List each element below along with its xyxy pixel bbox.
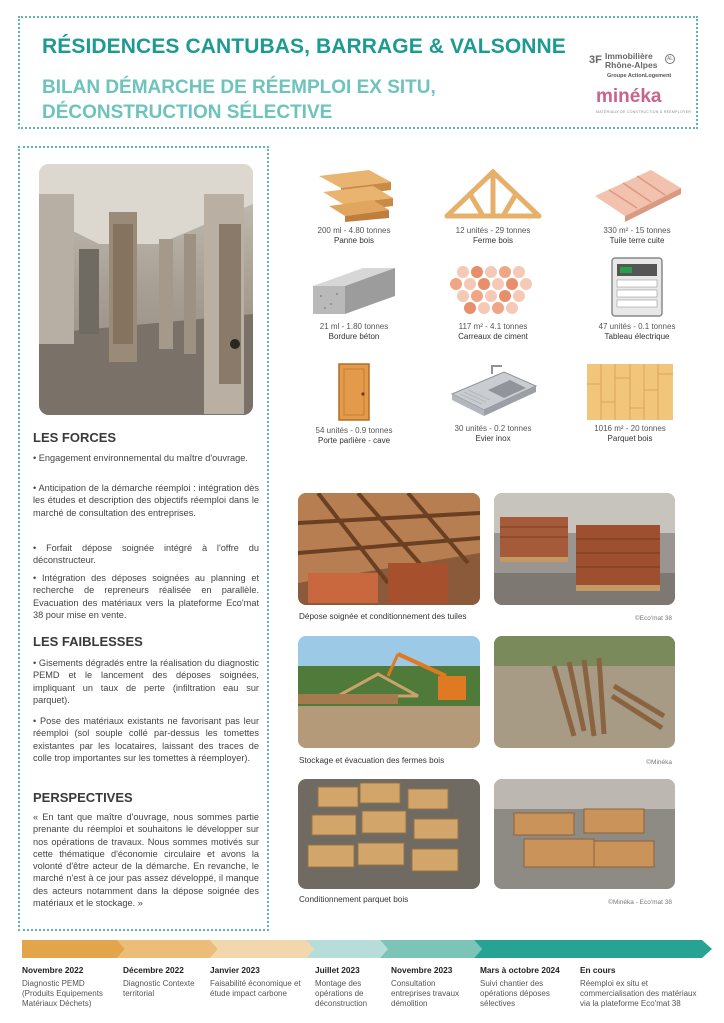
logo-3f-group: Groupe ActionLogement	[607, 73, 672, 79]
material-item	[433, 264, 553, 342]
material-name: Panne bois	[333, 236, 375, 245]
timeline-step	[22, 965, 114, 1009]
timeline-step	[391, 965, 473, 1009]
material-name: Bordure béton	[328, 332, 380, 341]
parquet-icon	[587, 364, 673, 420]
material-name: Carreaux de ciment	[458, 332, 528, 341]
material-item	[433, 362, 553, 444]
material-item	[433, 166, 553, 246]
forces-item: • Engagement environnemental du maître d'ouvrage.	[33, 453, 248, 463]
tile-pallets-photo	[494, 493, 675, 605]
material-quantity: 54 unités - 0.9 tonnes	[315, 426, 393, 435]
beams-icon	[309, 166, 399, 222]
material-item	[294, 362, 414, 446]
material-quantity: 21 ml - 1.80 tonnes	[319, 322, 389, 331]
timeline-text: Diagnostic Contexte territorial	[123, 979, 195, 998]
timeline-text: Suivi chantier des opérations déposes sélectives	[480, 979, 550, 1008]
material-name: Porte parlière - cave	[317, 436, 391, 445]
timeline-step	[315, 965, 383, 1009]
material-quantity: 1016 m² - 20 tonnes	[594, 424, 666, 433]
parquet-stacks-photo	[298, 779, 480, 889]
timeline-date: Novembre 2022	[22, 965, 84, 975]
stacked-trusses-photo	[494, 636, 675, 748]
material-quantity: 12 unités - 29 tonnes	[455, 226, 531, 235]
material-name: Tableau électrique	[604, 332, 670, 341]
timeline-date: Novembre 2023	[391, 965, 453, 975]
truss-icon	[443, 166, 543, 222]
material-item	[294, 166, 414, 246]
timeline-date: Mars à octobre 2024	[480, 965, 560, 975]
sink-icon	[448, 362, 538, 420]
timeline-text: Diagnostic PEMD (Produits Equipements Matériaux Déchets)	[22, 979, 103, 1008]
timeline-date: Décembre 2022	[123, 965, 184, 975]
timeline-step	[480, 965, 572, 1009]
timeline-text: Montage des opérations de déconstruction	[315, 979, 368, 1008]
parquet-pallets-photo	[494, 779, 675, 889]
timeline-date: Juillet 2023	[315, 965, 360, 975]
material-name: Ferme bois	[472, 236, 513, 245]
faiblesses-heading: LES FAIBLESSES	[33, 634, 143, 649]
material-quantity: 47 unités - 0.1 tonnes	[598, 322, 676, 331]
material-item	[570, 364, 690, 444]
timeline-bar	[22, 940, 712, 958]
timeline-step	[123, 965, 203, 999]
material-quantity: 200 ml - 4.80 tonnes	[317, 226, 391, 235]
photo-credit: ©Minéka	[646, 759, 672, 766]
logo-3f-name: Immobilière Rhône-Alpes	[605, 51, 658, 70]
roof-tiles-removal-photo	[298, 493, 480, 605]
page-subtitle: BILAN DÉMARCHE DE RÉEMPLOI EX SITU, DÉCONSTRUCTION SÉLECTIVE	[42, 77, 436, 123]
material-quantity: 117 m² - 4.1 tonnes	[458, 322, 528, 331]
timeline-date: En cours	[580, 965, 616, 975]
header-panel	[18, 16, 698, 129]
photo-credit: ©Minéka - Eco'mat 38	[608, 899, 672, 906]
photo-caption: Stockage et évacuation des fermes bois	[299, 756, 445, 765]
timeline-text: Faisabilité économique et étude impact carbone	[210, 979, 301, 998]
material-item	[577, 166, 697, 246]
forces-item: • Intégration des déposes soignées au planning et recherche de repreneurs réalisée en parallèle. Evacuation des matériaux vers la plateforme Eco'mat 38 pour mise en vente.	[33, 573, 259, 620]
door-icon	[337, 362, 371, 422]
material-name: Evier inox	[475, 434, 511, 443]
material-name: Tuile terre cuite	[609, 236, 665, 245]
perspectives-heading: PERSPECTIVES	[33, 790, 133, 805]
left-column	[18, 146, 269, 931]
faiblesses-item: • Pose des matériaux existants ne favorisant pas leur réemploi (sol souple collé par-dessus les tomettes existantes par les locataires, laissant des traces de colle trop importantes sur les tomettes à réemployer).	[33, 716, 259, 763]
interior-demolition-photo	[39, 164, 253, 415]
photo-credit: ©Eco'mat 38	[634, 615, 672, 622]
forces-heading: LES FORCES	[33, 430, 117, 445]
electrical-panel-icon	[610, 256, 664, 318]
timeline-step	[210, 965, 308, 999]
forces-item: • Anticipation de la démarche réemploi : intégration dès les études et description des objectifs réemploi dans le marché de consultation des entreprises.	[33, 483, 259, 518]
action-logement-badge: AL	[666, 56, 674, 62]
logo-mineka-tagline: MATÉRIAUX DE CONSTRUCTION À RÉEMPLOYER	[596, 110, 692, 114]
forces-item: • Forfait dépose soignée intégré à l'offre du déconstructeur.	[33, 543, 259, 566]
material-quantity: 330 m² - 15 tonnes	[603, 226, 671, 235]
photo-caption: Dépose soignée et conditionnement des tuiles	[299, 612, 467, 621]
timeline-date: Janvier 2023	[210, 965, 260, 975]
curb-icon	[309, 264, 399, 318]
material-item	[294, 264, 414, 342]
material-item	[577, 256, 697, 342]
material-quantity: 30 unités - 0.2 tonnes	[454, 424, 532, 433]
timber-trusses-photo	[298, 636, 480, 748]
perspectives-quote: « En tant que maître d'ouvrage, nous sommes partie prenante du réemploi et souhaitons le développer sur nos opérations de travaux. Nous sommes motivés sur cette thématique d'économie circulaire et avons la volonté d'être acteur de la démarche. En revanche, le marché n'est à ce jour pas assez développé, il manque des acteurs notamment dans la dépose soignée des matériaux et le stockage. »	[33, 812, 259, 909]
timeline-text: Réemploi ex situ et commercialisation des matériaux via la plateforme Eco'mat 38	[580, 979, 697, 1008]
logo-mineka: minéka	[596, 86, 662, 107]
timeline-text: Consultation entreprises travaux démolition	[391, 979, 460, 1008]
material-name: Parquet bois	[607, 434, 653, 443]
logo-3f-mark: 3F	[589, 54, 602, 66]
hex-tiles-icon	[443, 264, 543, 318]
logo-3f	[589, 52, 689, 82]
page-title: RÉSIDENCES CANTUBAS, BARRAGE & VALSONNE	[42, 35, 566, 58]
timeline-step	[580, 965, 708, 1009]
tile-icon	[589, 166, 685, 222]
photo-caption: Conditionnement parquet bois	[299, 895, 409, 904]
faiblesses-item: • Gisements dégradés entre la réalisation du diagnostic PEMD et le lancement des déposes soignées, impliquant un taux de perte (infiltration eau sur parquet).	[33, 658, 259, 705]
